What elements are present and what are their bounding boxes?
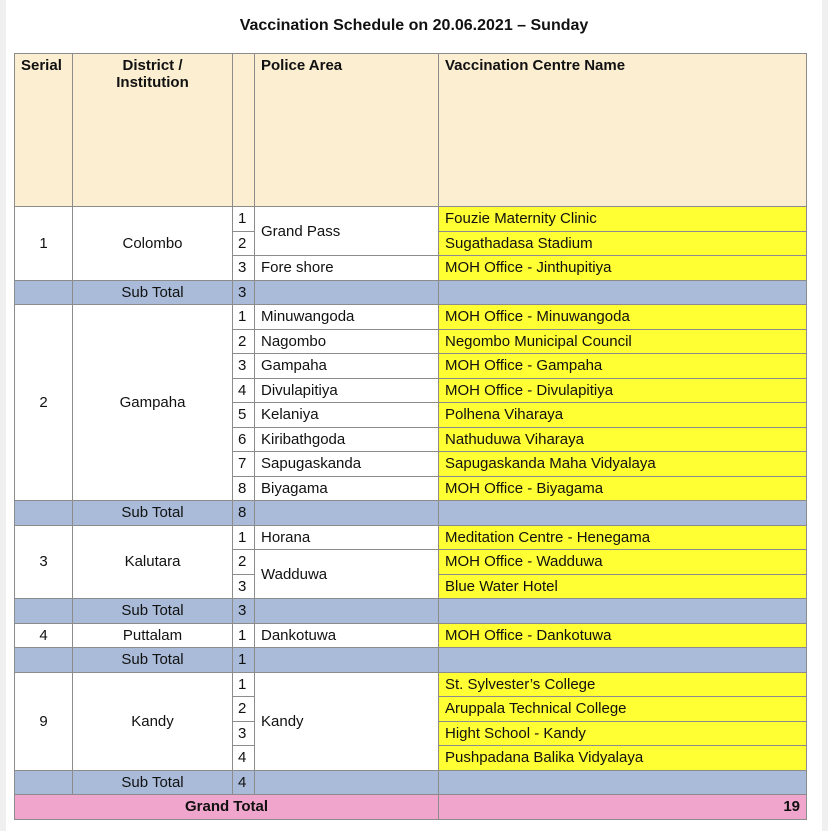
district-cell: Gampaha bbox=[73, 305, 233, 501]
table-row: 4 Puttalam 1 Dankotuwa MOH Office - Dankotuwa bbox=[15, 623, 807, 648]
police-area-cell: Fore shore bbox=[255, 256, 439, 281]
table-row: 3 Gampaha MOH Office - Gampaha bbox=[15, 354, 807, 379]
table-row: 7 Sapugaskanda Sapugaskanda Maha Vidyalaya bbox=[15, 452, 807, 477]
centre-cell: MOH Office - Jinthupitiya bbox=[439, 256, 807, 281]
table-row: 5 Kelaniya Polhena Viharaya bbox=[15, 403, 807, 428]
table-row: 2 Aruppala Technical College bbox=[15, 697, 807, 722]
page-title: Vaccination Schedule on 20.06.2021 – Sunday bbox=[239, 17, 589, 34]
header-serial: Serial bbox=[15, 54, 73, 207]
serial-cell: 9 bbox=[15, 672, 73, 770]
table-row: 2 Sugathadasa Stadium bbox=[15, 231, 807, 256]
header-number bbox=[233, 54, 255, 207]
table-row: 3 Kalutara 1 Horana Meditation Centre - Henegama bbox=[15, 525, 807, 550]
subtotal-row: Sub Total 3 bbox=[15, 280, 807, 305]
table-row: 6 Kiribathgoda Nathuduwa Viharaya bbox=[15, 427, 807, 452]
header-district: District / Institution bbox=[73, 54, 233, 207]
serial-cell: 4 bbox=[15, 623, 73, 648]
district-cell: Colombo bbox=[73, 207, 233, 281]
table-row: 4 Pushpadana Balika Vidyalaya bbox=[15, 746, 807, 771]
table-row: 4 Divulapitiya MOH Office - Divulapitiya bbox=[15, 378, 807, 403]
serial-cell: 3 bbox=[15, 525, 73, 599]
police-area-cell: Kandy bbox=[255, 672, 439, 770]
subtotal-row: Sub Total 8 bbox=[15, 501, 807, 526]
district-cell: Puttalam bbox=[73, 623, 233, 648]
table-row: 3 Blue Water Hotel bbox=[15, 574, 807, 599]
table-row: 2 Nagombo Negombo Municipal Council bbox=[15, 329, 807, 354]
grand-total-label: Grand Total bbox=[15, 795, 439, 820]
centre-cell: Fouzie Maternity Clinic bbox=[439, 207, 807, 232]
subtotal-row: Sub Total 3 bbox=[15, 599, 807, 624]
serial-cell: 1 bbox=[15, 207, 73, 281]
header-police-area: Police Area bbox=[255, 54, 439, 207]
header-centre: Vaccination Centre Name bbox=[439, 54, 807, 207]
header-row bbox=[15, 54, 807, 207]
centre-cell: Sugathadasa Stadium bbox=[439, 231, 807, 256]
grand-total-row bbox=[15, 795, 807, 820]
table-row: 3 Hight School - Kandy bbox=[15, 721, 807, 746]
table-row: 3 Fore shore MOH Office - Jinthupitiya bbox=[15, 256, 807, 281]
subtotal-row: Sub Total 1 bbox=[15, 648, 807, 673]
subtotal-row: Sub Total 4 bbox=[15, 770, 807, 795]
grand-total-value: 19 bbox=[439, 795, 807, 820]
serial-cell: 2 bbox=[15, 305, 73, 501]
police-area-cell: Grand Pass bbox=[255, 207, 439, 256]
table-row: 1 Colombo 1 Grand Pass Fouzie Maternity Clinic bbox=[15, 207, 807, 232]
vaccination-schedule-table bbox=[14, 53, 807, 820]
district-cell: Kandy bbox=[73, 672, 233, 770]
table-row: 8 Biyagama MOH Office - Biyagama bbox=[15, 476, 807, 501]
table-row: 2 Wadduwa MOH Office - Wadduwa bbox=[15, 550, 807, 575]
table-row: 2 Gampaha 1 Minuwangoda MOH Office - Minuwangoda bbox=[15, 305, 807, 330]
district-cell: Kalutara bbox=[73, 525, 233, 599]
table-row: 9 Kandy 1 Kandy St. Sylvester’s College bbox=[15, 672, 807, 697]
